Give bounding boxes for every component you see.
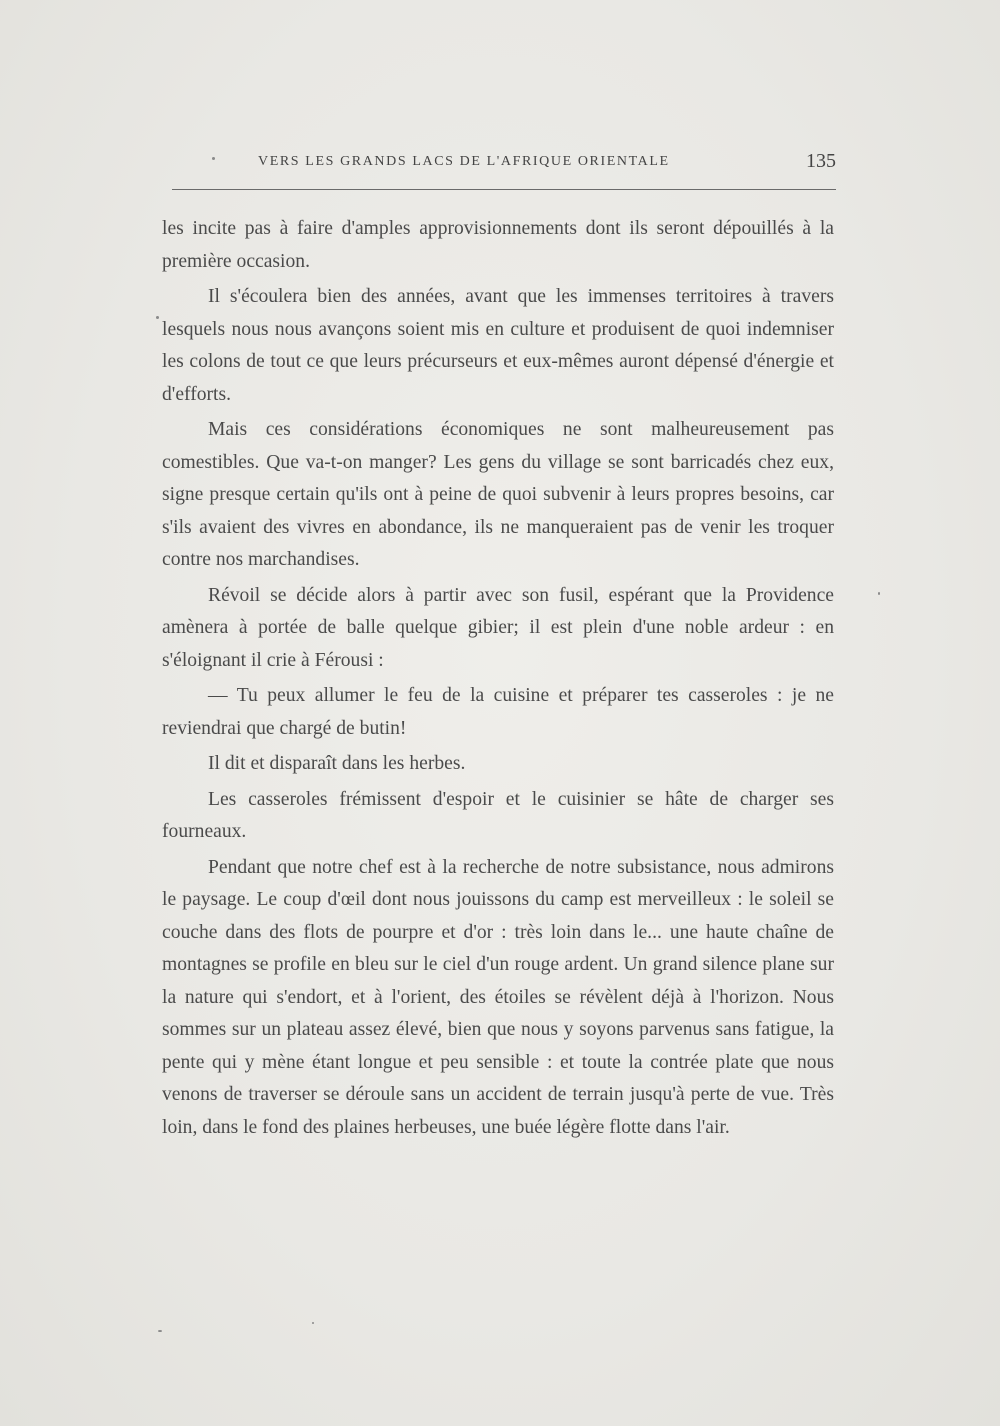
- paragraph: les incite pas à faire d'amples approvisionnements dont ils seront dépouillés à la première occasion.: [162, 218, 834, 272]
- ink-speck: [878, 592, 880, 595]
- paragraph: Révoil se décide alors à partir avec son fusil, espérant que la Providence amènera à portée de balle quelque gibier; il est plein d'une noble ardeur : en s'éloignant il crie à Férousi :: [162, 584, 834, 671]
- paragraph: — Tu peux allumer le feu de la cuisine et préparer tes casseroles : je ne reviendrai que chargé de butin!: [162, 685, 834, 739]
- paragraph: Il s'écoulera bien des années, avant que les immenses territoires à travers lesquels nous nous avançons soient mis en culture et produisent de quoi indemniser les colons de tout ce que leurs précurseurs et eux-mêmes auront dépensé d'énergie et d'efforts.: [162, 286, 834, 405]
- body-text: [162, 213, 834, 1147]
- ink-speck: [158, 1330, 162, 1332]
- paragraph: Pendant que notre chef est à la recherche de notre subsistance, nous admirons le paysage. Le coup d'œil dont nous jouissons du camp est merveilleux : le soleil se couche dans des flots de pourpre et d'or : très loin dans le... une haute chaîne de montagnes se profile en bleu sur le ciel d'un rouge ardent. Un grand silence plane sur la nature qui s'endort, et à l'orient, des étoiles se révèlent déjà à l'horizon. Nous sommes sur un plateau assez élevé, bien que nous y soyons parvenus sans fatigue, la pente qui y mène étant longue et peu sensible : et toute la contrée plate que nous venons de traverser se déroule sans un accident de terrain jusqu'à perte de vue. Très loin, dans le fond des plaines herbeuses, une buée légère flotte dans l'air.: [162, 856, 834, 1138]
- running-head: [172, 150, 836, 178]
- paragraph: Mais ces considérations économiques ne sont malheureusement pas comestibles. Que va-t-on manger? Les gens du village se sont barricadés chez eux, signe presque certain qu'ils ont à peine de quoi subvenir à leurs propres besoins, car s'ils avaient des vivres en abondance, ils ne manqueraient pas de venir les troquer contre nos marchandises.: [162, 419, 834, 570]
- header-rule: [172, 189, 836, 190]
- ink-speck: [156, 316, 159, 319]
- paragraph: Les casseroles frémissent d'espoir et le cuisinier se hâte de charger ses fourneaux.: [162, 788, 834, 842]
- ink-speck: [312, 1322, 314, 1324]
- running-title: VERS LES GRANDS LACS DE L'AFRIQUE ORIENTALE: [258, 154, 670, 169]
- page-number: 135: [806, 150, 836, 172]
- ink-speck: [212, 157, 215, 160]
- paragraph: Il dit et disparaît dans les herbes.: [208, 753, 466, 774]
